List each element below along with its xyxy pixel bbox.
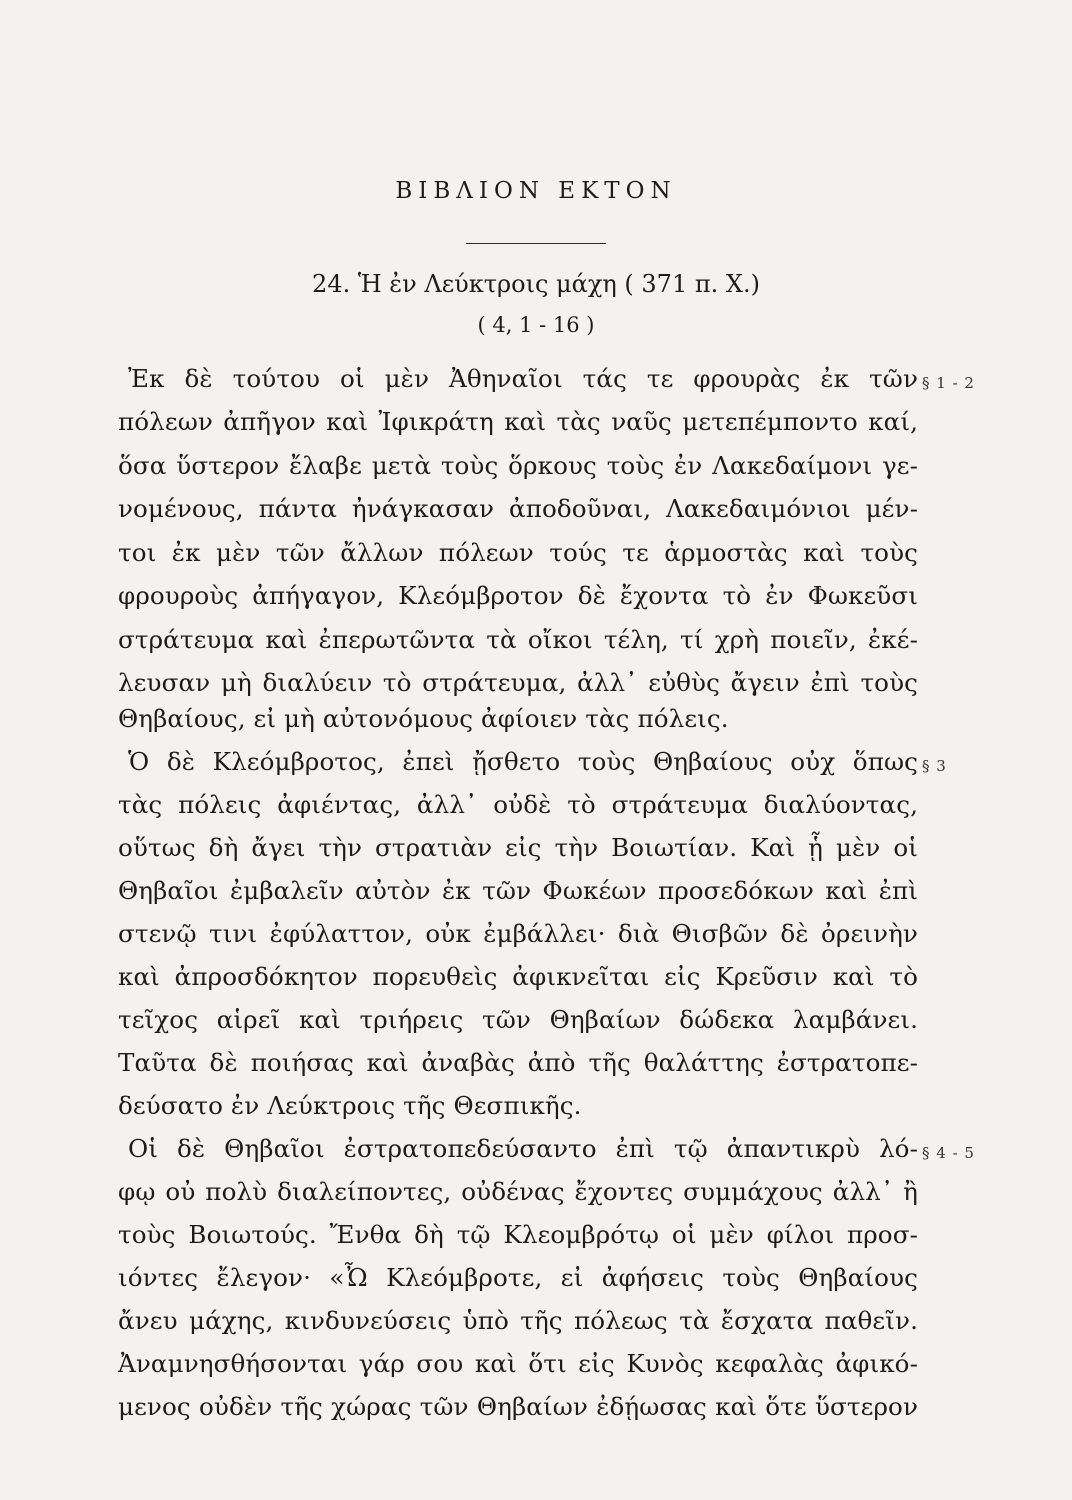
text-line: στράτευμα καὶ ἐπερωτῶντα τὰ οἴκοι τέλη, τί χρὴ ποιεῖν, ἐκέ- <box>118 625 918 654</box>
text-line: νομένους, πάντα ἠνάγκασαν ἀποδοῦναι, Λακεδαιμόνιοι μέν- <box>118 494 918 523</box>
text-line: φρουροὺς ἀπήγαγον, Κλεόμβροτον δὲ ἔχοντα τὸ ἐν Φωκεῦσι <box>118 581 918 610</box>
text-line: Ὁ δὲ Κλεόμβροτος, ἐπεὶ ᾔσθετο τοὺς Θηβαίους οὐχ ὅπως <box>128 747 918 776</box>
text-line: Οἱ δὲ Θηβαῖοι ἐστρατοπεδεύσαντο ἐπὶ τῷ ἀπαντικρὺ λό- <box>128 1134 918 1163</box>
text-line: μενος οὐδὲν τῆς χώρας τῶν Θηβαίων ἐδῄωσας καὶ ὅτε ὕστερον <box>118 1392 918 1421</box>
text-line: λευσαν μὴ διαλύειν τὸ στράτευμα, ἀλλ᾽ εὐθὺς ἄγειν ἐπὶ τοὺς <box>118 668 918 697</box>
text-line: Ἐκ δὲ τούτου οἱ μὲν Ἀθηναῖοι τάς τε φρουρὰς ἐκ τῶν <box>128 364 918 393</box>
text-line: ἄνευ μάχης, κινδυνεύσεις ὑπὸ τῆς πόλεως τὰ ἔσχατα παθεῖν. <box>118 1306 918 1335</box>
chapter-heading: 24. Ἡ ἐν Λεύκτροις μάχη ( 371 π. Χ.) <box>312 270 760 298</box>
text-line: δεύσατο ἐν Λεύκτροις τῆς Θεσπικῆς. <box>118 1091 582 1120</box>
margin-section-ref: § 3 <box>922 757 947 775</box>
text-line: Ταῦτα δὲ ποιήσας καὶ ἀναβὰς ἀπὸ τῆς θαλάττης ἐστρατοπε- <box>118 1048 918 1077</box>
text-line: στενῷ τινι ἐφύλαττον, οὐκ ἐμβάλλει· διὰ Θισβῶν δὲ ὀρεινὴν <box>118 919 918 948</box>
text-line: ιόντες ἔλεγον· «Ὦ Κλεόμβροτε, εἰ ἀφήσεις τοὺς Θηβαίους <box>118 1263 918 1292</box>
text-line: ὅσα ὕστερον ἔλαβε μετὰ τοὺς ὅρκους τοὺς ἐν Λακεδαίμονι γε- <box>118 451 918 480</box>
text-line: τὰς πόλεις ἀφιέντας, ἀλλ᾽ οὐδὲ τὸ στράτευμα διαλύοντας, <box>118 790 918 819</box>
text-line: Ἀναμνησθήσονται γάρ σου καὶ ὅτι εἰς Κυνὸς κεφαλὰς ἀφικό- <box>118 1349 918 1378</box>
text-line: Θηβαῖοι ἐμβαλεῖν αὐτὸν ἐκ τῶν Φωκέων προσεδόκων καὶ ἐπὶ <box>118 876 918 905</box>
margin-section-ref: § 4 - 5 <box>922 1144 975 1162</box>
text-line: Θηβαίους, εἰ μὴ αὐτονόμους ἀφίοιεν τὰς πόλεις. <box>118 704 729 733</box>
chapter-reference: ( 4, 1 - 16 ) <box>477 313 595 337</box>
text-line: τοι ἐκ μὲν τῶν ἄλλων πόλεων τούς τε ἁρμοστὰς καὶ τοὺς <box>118 538 918 567</box>
title-divider <box>466 243 606 244</box>
text-line: τοὺς Βοιωτούς. Ἔνθα δὴ τῷ Κλεομβρότῳ οἱ μὲν φίλοι προσ- <box>118 1220 918 1249</box>
text-line: τεῖχος αἱρεῖ καὶ τριήρεις τῶν Θηβαίων δώδεκα λαμβάνει. <box>118 1005 918 1034</box>
text-line: φῳ οὐ πολὺ διαλείποντες, οὐδένας ἔχοντες συμμάχους ἀλλ᾽ ἢ <box>118 1177 918 1206</box>
text-line: καὶ ἀπροσδόκητον πορευθεὶς ἀφικνεῖται εἰς Κρεῦσιν καὶ τὸ <box>118 962 918 991</box>
margin-section-ref: § 1 - 2 <box>922 374 975 392</box>
text-line: πόλεων ἀπῆγον καὶ Ἰφικράτη καὶ τὰς ναῦς μετεπέμποντο καί, <box>118 407 918 436</box>
text-line: οὕτως δὴ ἄγει τὴν στρατιὰν εἰς τὴν Βοιωτίαν. Καὶ ᾗ μὲν οἱ <box>118 833 918 862</box>
book-title: ΒΙΒΛΙΟΝ ΕΚΤΟΝ <box>395 178 677 204</box>
